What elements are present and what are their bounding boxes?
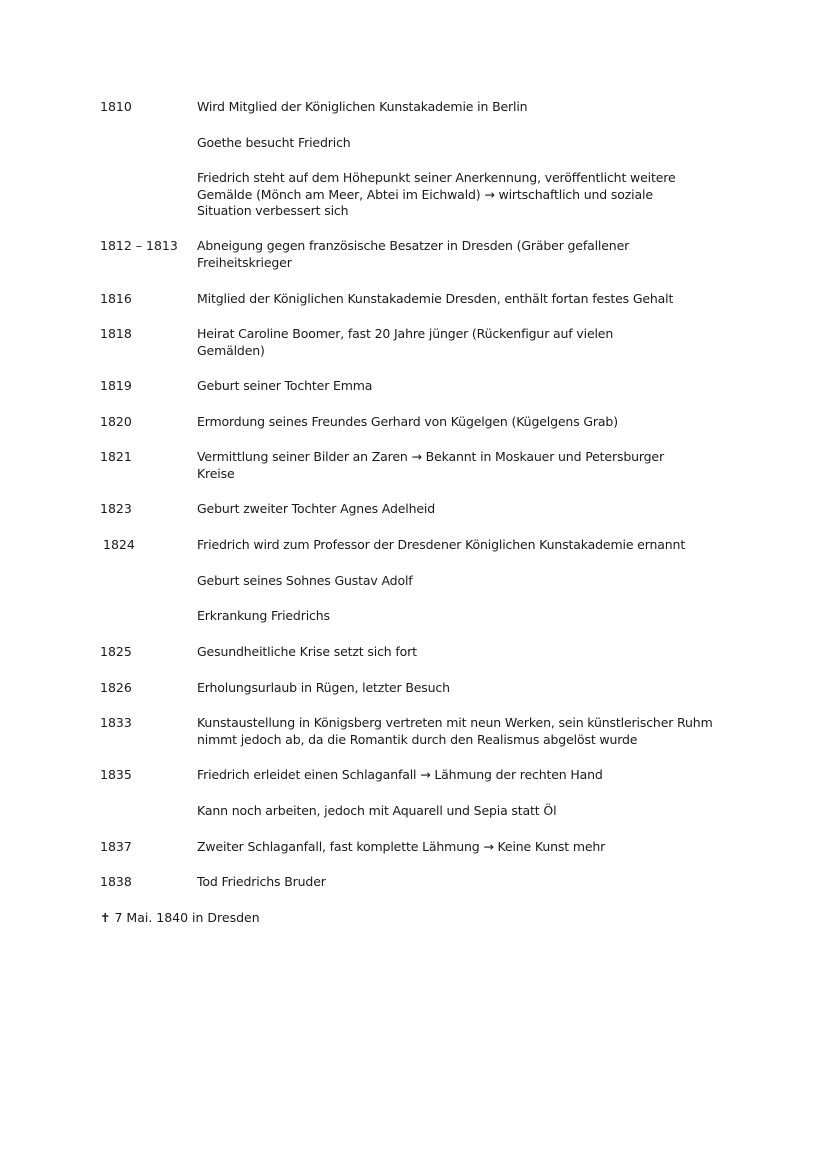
entry-text: Friedrich steht auf dem Höhepunkt seiner Anerkennung, veröffentlicht weitere Gemälde (Mönch am Meer, Abtei im Eichwald) → wirtschaftlich und soziale Situation verbessert sich [197, 170, 676, 218]
entry-year: 1819 [100, 378, 132, 393]
entry-year: 1825 [100, 644, 132, 659]
entry-text: Gesundheitliche Krise setzt sich fort [197, 644, 417, 659]
entry-text: Erholungsurlaub in Rügen, letzter Besuch [197, 680, 450, 695]
cross-icon: ✝ [100, 910, 111, 925]
entry-year: 1826 [100, 680, 132, 695]
entry-text: Geburt seiner Tochter Emma [197, 378, 373, 393]
entry-text: Vermittlung seiner Bilder an Zaren → Bekannt in Moskauer und Petersburger Kreise [197, 449, 664, 481]
entry-text: Tod Friedrichs Bruder [197, 874, 326, 889]
entry-year: 1812 – 1813 [100, 238, 178, 253]
entry-year: 1818 [100, 326, 132, 341]
entry-text: Kann noch arbeiten, jedoch mit Aquarell und Sepia statt Öl [197, 803, 557, 818]
entry-text: Wird Mitglied der Königlichen Kunstakademie in Berlin [197, 99, 528, 114]
entry-year: 1835 [100, 767, 132, 782]
entry-text: Abneigung gegen französische Besatzer in Dresden (Gräber gefallener Freiheitskrieger [197, 238, 630, 270]
entry-text: Mitglied der Königlichen Kunstakademie Dresden, enthält fortan festes Gehalt [197, 291, 674, 306]
entry-text: Erkrankung Friedrichs [197, 608, 330, 623]
entry-text: Heirat Caroline Boomer, fast 20 Jahre jünger (Rückenfigur auf vielen Gemälden) [197, 326, 614, 358]
entry-year: 1820 [100, 414, 132, 429]
entry-year: 1838 [100, 874, 132, 889]
entry-year: 1816 [100, 291, 132, 306]
death-text: 7 Mai. 1840 in Dresden [114, 910, 260, 925]
entry-text: Geburt zweiter Tochter Agnes Adelheid [197, 501, 436, 516]
entry-year: 1837 [100, 839, 132, 854]
entry-text: Zweiter Schlaganfall, fast komplette Lähmung → Keine Kunst mehr [197, 839, 606, 854]
entry-text: Kunstaustellung in Königsberg vertreten mit neun Werken, sein künstlerischer Ruhm nimmt jedoch ab, da die Romantik durch den Realismus abgelöst wurde [197, 715, 713, 747]
entry-year: 1821 [100, 449, 132, 464]
entry-text: Goethe besucht Friedrich [197, 135, 351, 150]
entry-year: 1810 [100, 99, 132, 114]
entry-year: 1823 [100, 501, 132, 516]
entry-text: Geburt seines Sohnes Gustav Adolf [197, 573, 413, 588]
entry-text: Ermordung seines Freundes Gerhard von Kügelgen (Kügelgens Grab) [197, 414, 618, 429]
entry-year: 1824 [103, 537, 135, 552]
entry-text: Friedrich erleidet einen Schlaganfall → Lähmung der rechten Hand [197, 767, 603, 782]
entry-text: Friedrich wird zum Professor der Dresdener Königlichen Kunstakademie ernannt [197, 537, 686, 552]
entry-year: 1833 [100, 715, 132, 730]
